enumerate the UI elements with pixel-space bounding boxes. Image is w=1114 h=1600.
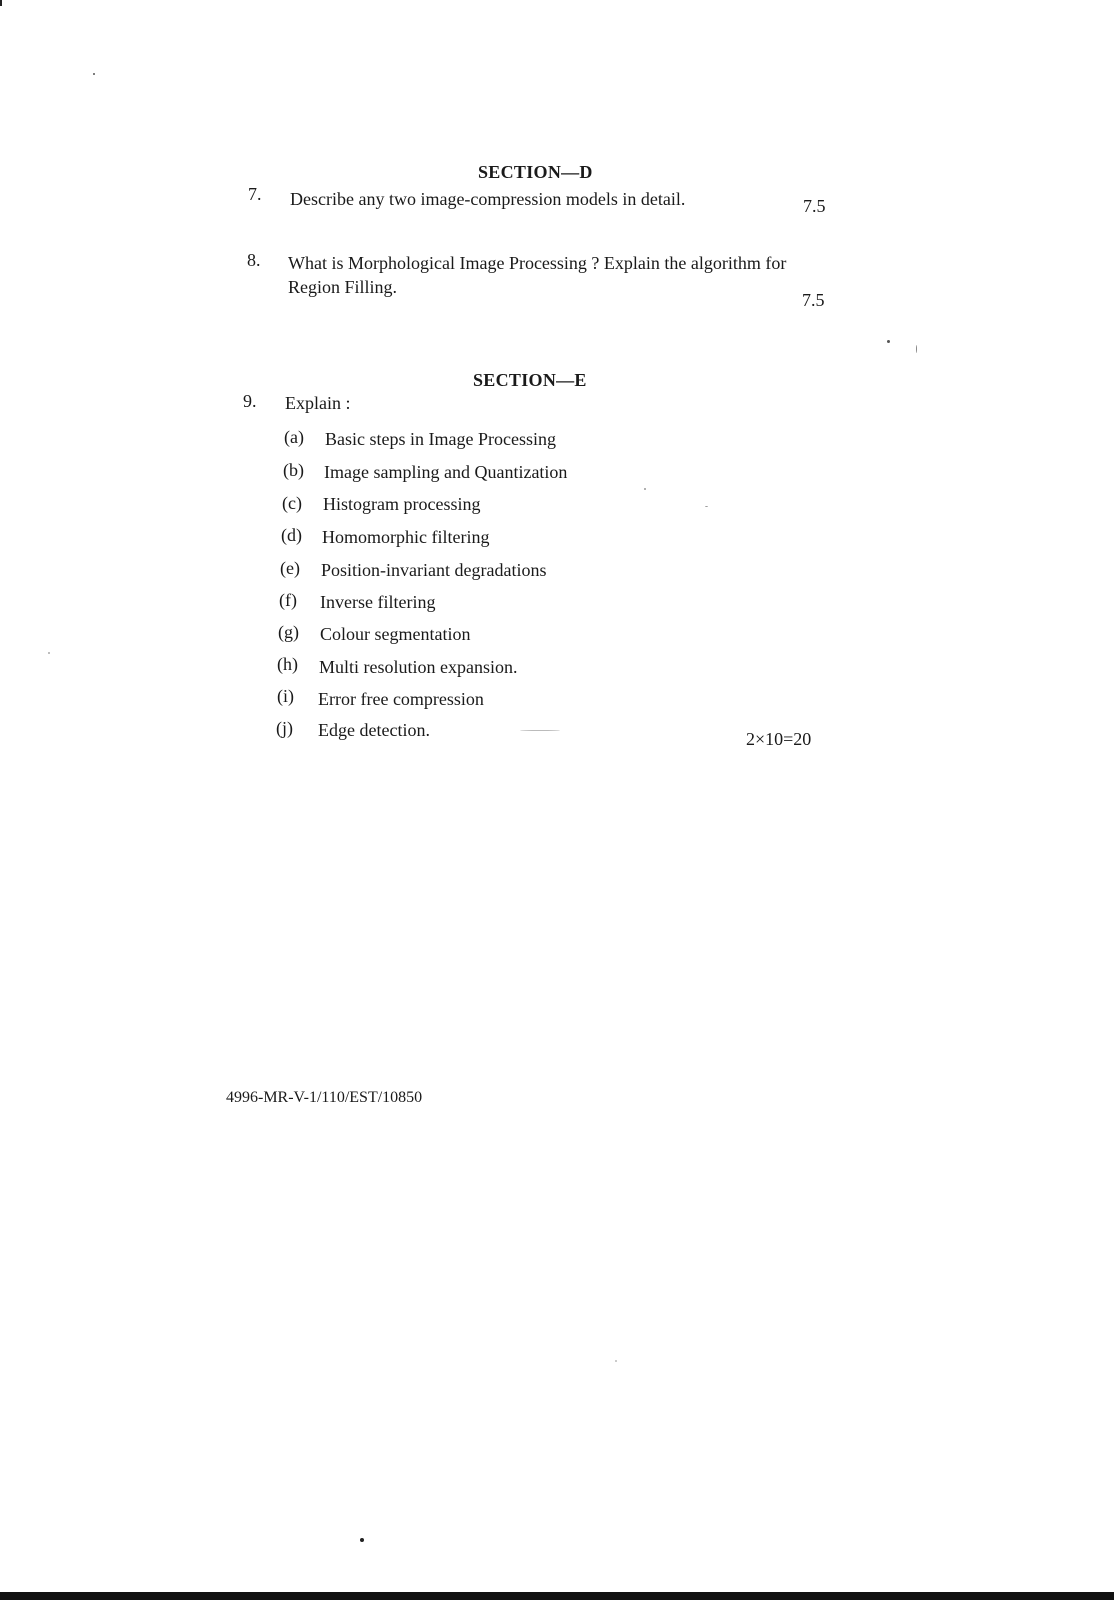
- part-a-text: Basic steps in Image Processing: [325, 429, 556, 449]
- part-d-letter: (d): [281, 525, 302, 545]
- part-g-text: Colour segmentation: [320, 624, 471, 644]
- question-8-marks: 7.5: [802, 290, 825, 310]
- part-b-text: Image sampling and Quantization: [324, 462, 568, 482]
- part-e-text: Position-invariant degradations: [321, 560, 547, 580]
- part-i-text: Error free compression: [318, 689, 484, 709]
- scan-speck: [360, 1538, 364, 1542]
- part-c-text: Histogram processing: [323, 494, 481, 514]
- question-9-number: 9.: [243, 391, 257, 411]
- part-d-text: Homomorphic filtering: [322, 527, 490, 547]
- part-b-letter: (b): [283, 460, 304, 480]
- question-8-number: 8.: [247, 250, 261, 270]
- scan-speck: [644, 488, 646, 490]
- part-h-text: Multi resolution expansion.: [319, 657, 518, 677]
- part-c-letter: (c): [282, 493, 302, 513]
- scan-speck: [916, 345, 917, 353]
- scan-speck: [615, 1360, 617, 1362]
- question-7-number: 7.: [248, 184, 262, 204]
- scan-speck: [520, 730, 560, 731]
- scan-speck: [93, 73, 95, 75]
- section-e-title: SECTION—E: [473, 370, 587, 390]
- question-9-text: Explain :: [285, 393, 351, 413]
- scan-speck: [48, 652, 50, 654]
- question-9-marks: 2×10=20: [746, 729, 812, 749]
- part-a-letter: (a): [284, 427, 304, 447]
- part-j-text: Edge detection.: [318, 720, 430, 740]
- paper-code: 4996-MR-V-1/110/EST/10850: [226, 1089, 423, 1106]
- question-7-text: Describe any two image-compression models in detail.: [290, 189, 686, 209]
- part-j-letter: (j): [276, 718, 293, 738]
- question-8-text: What is Morphological Image Processing ? Explain the algorithm for Region Filling.: [288, 253, 787, 297]
- section-d-title: SECTION—D: [478, 162, 593, 182]
- part-g-letter: (g): [278, 622, 299, 642]
- question-7-marks: 7.5: [803, 196, 826, 216]
- scan-speck: [887, 340, 890, 343]
- scan-corner-mark: [0, 0, 2, 6]
- part-f-text: Inverse filtering: [320, 592, 436, 612]
- part-i-letter: (i): [277, 686, 294, 706]
- part-f-letter: (f): [279, 590, 297, 610]
- part-h-letter: (h): [277, 654, 298, 674]
- scan-speck: [705, 506, 708, 507]
- scan-bottom-edge: [0, 1592, 1114, 1600]
- part-e-letter: (e): [280, 558, 300, 578]
